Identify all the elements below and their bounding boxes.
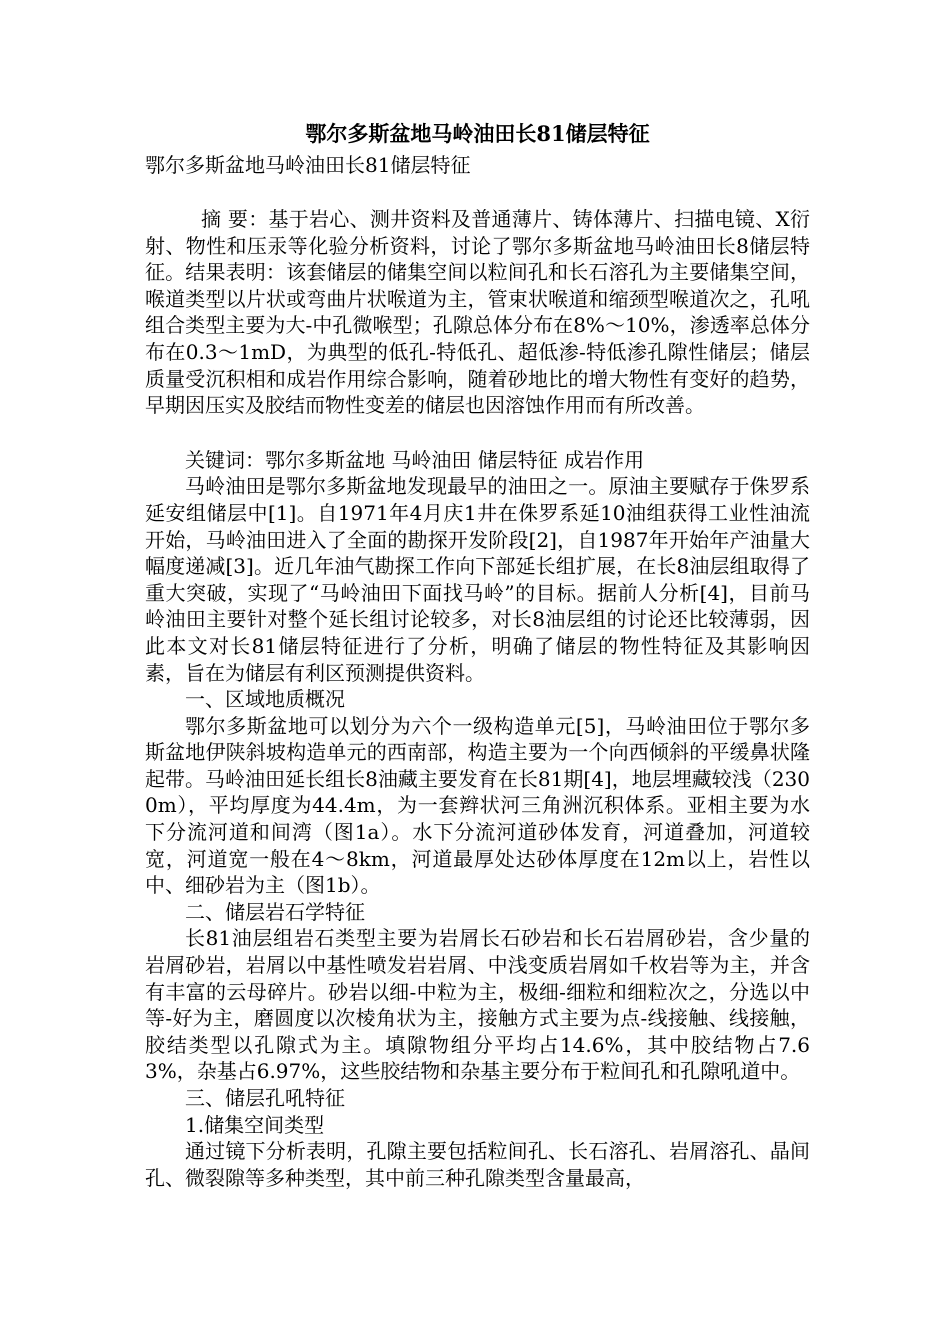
- petrology-paragraph: 长81油层组岩石类型主要为岩屑长石砂岩和长石岩屑砂岩，含少量的岩屑砂岩，岩屑以中基性喷发岩岩屑、中浅变质岩屑如千枚岩等为主，并含有丰富的云母碎片。砂岩以细-中粒为主，极细-细粒和细粒次之，分选以中等-好为主，磨圆度以次棱角状为主，接触方式主要为点-线接触、线接触，胶结类型以孔隙式为主。填隙物组分平均占14.6%，其中胶结物占7.63%，杂基占6.97%，这些胶结物和杂基主要分布于粒间孔和孔隙吼道中。: [145, 926, 810, 1084]
- keywords-line: 关键词：鄂尔多斯盆地 马岭油田 储层特征 成岩作用: [185, 447, 645, 472]
- subsection-heading-storage-space: 1.储集空间类型: [185, 1112, 325, 1137]
- document-body: [145, 118, 810, 1191]
- intro-paragraph: 马岭油田是鄂尔多斯盆地发现最早的油田之一。原油主要赋存于侏罗系延安组储层中[1]。自1971年4月庆1井在侏罗系延10油组获得工业性油流开始，马岭油田进入了全面的勘探开发阶段[2]，自1987年开始年产油量大幅度递减[3]。近几年油气勘探工作向下部延长组扩展，在长8油层组取得了重大突破，实现了“马岭油田下面找马岭”的目标。据前人分析[4]，目前马岭油田主要针对整个延长组讨论较多，对长8油层组的讨论还比较薄弱，因此本文对长81储层特征进行了分析，明确了储层的物性特征及其影响因素，旨在为储层有利区预测提供资料。: [145, 474, 810, 685]
- section-heading-pore-throat: 三、储层孔吼特征: [185, 1086, 345, 1110]
- abstract-paragraph: 摘 要：基于岩心、测井资料及普通薄片、铸体薄片、扫描电镜、X衍射、物性和压汞等化验分析资料，讨论了鄂尔多斯盆地马岭油田长8储层特征。结果表明：该套储层的储集空间以粒间孔和长石溶孔为主要储集空间，喉道类型以片状或弯曲片状喉道为主，管束状喉道和缩颈型喉道次之，孔吼组合类型主要为大-中孔微喉型；孔隙总体分布在8%～10%，渗透率总体分布在0.3～1mD，为典型的低孔-特低孔、超低渗-特低渗孔隙性储层；储层质量受沉积相和成岩作用综合影响，随着砂地比的增大物性有变好的趋势，早期因压实及胶结而物性变差的储层也因溶蚀作用而有所改善。: [145, 207, 810, 418]
- geology-paragraph: 鄂尔多斯盆地可以划分为六个一级构造单元[5]，马岭油田位于鄂尔多斯盆地伊陕斜坡构造单元的西南部，构造主要为一个向西倾斜的平缓鼻状隆起带。马岭油田延长组长8油藏主要发育在长81期[4]，地层埋藏较浅（2300m），平均厚度为44.4m，为一套辫状河三角洲沉积体系。亚相主要为水下分流河道和间湾（图1a）。水下分流河道砂体发育，河道叠加，河道较宽，河道宽一般在4～8km，河道最厚处达砂体厚度在12m以上，岩性以中、细砂岩为主（图1b）。: [145, 713, 810, 898]
- section-heading-petrology: 二、储层岩石学特征: [185, 899, 365, 924]
- document-title: 鄂尔多斯盆地马岭油田长81储层特征: [305, 121, 650, 146]
- document-subtitle: 鄂尔多斯盆地马岭油田长81储层特征: [145, 153, 471, 177]
- storage-space-paragraph: 通过镜下分析表明，孔隙主要包括粒间孔、长石溶孔、岩屑溶孔、晶间孔、微裂隙等多种类型，其中前三种孔隙类型含量最高，: [145, 1139, 810, 1190]
- section-heading-geology: 一、区域地质概况: [185, 687, 345, 712]
